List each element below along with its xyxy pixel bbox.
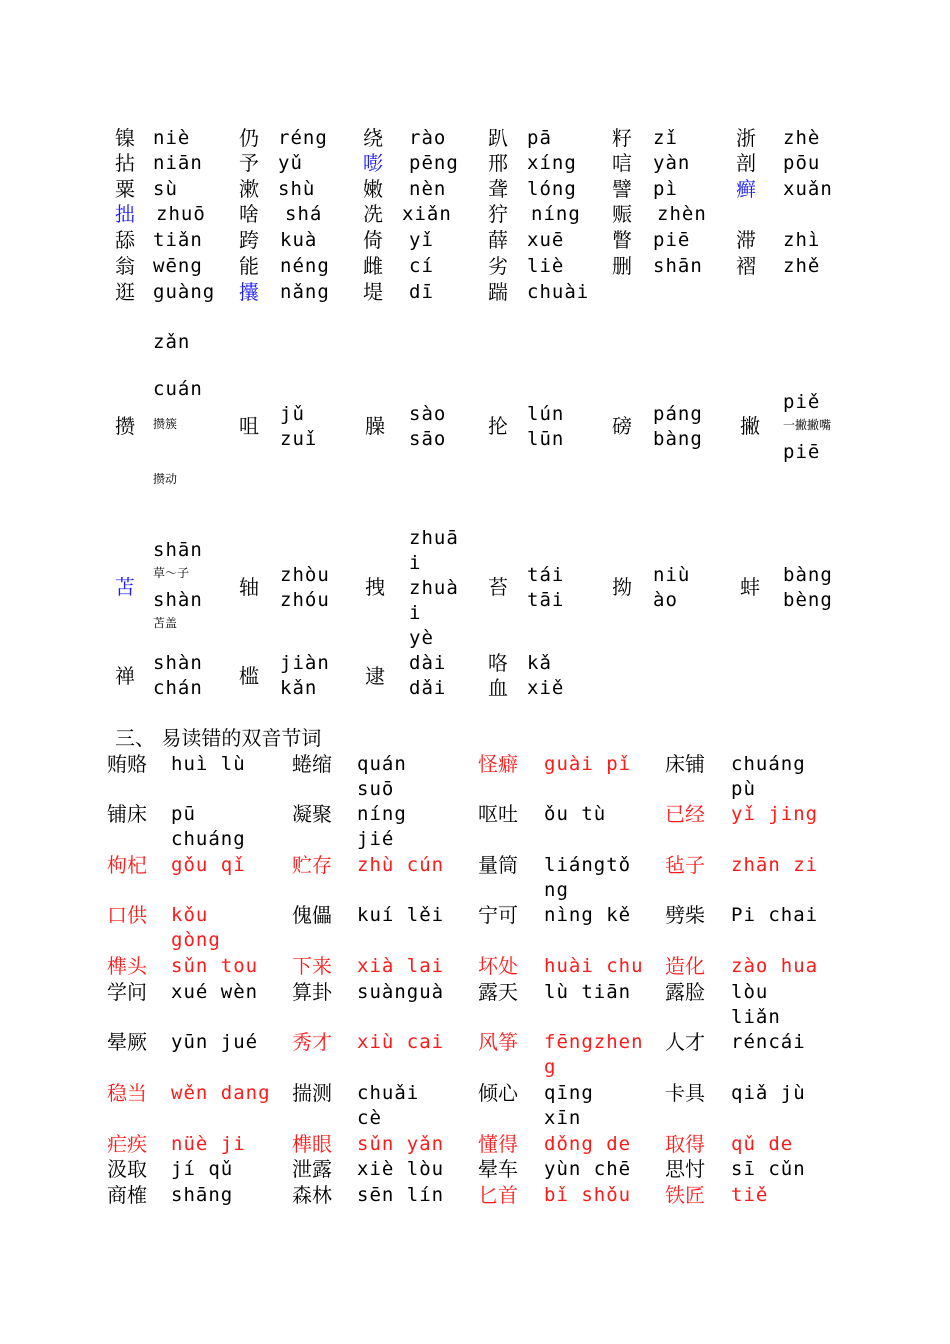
pinyin: zhuō: [156, 203, 206, 225]
word: 枸杞: [107, 853, 147, 877]
pinyin: tái: [527, 564, 565, 586]
pinyin: kǎn: [280, 677, 318, 699]
char: 譬: [612, 177, 632, 201]
word-pinyin: qǔ de: [731, 1133, 794, 1155]
word: 疟疾: [107, 1132, 147, 1156]
word: 思忖: [665, 1157, 705, 1181]
pinyin: shàn: [153, 652, 203, 674]
char: 狞: [488, 202, 508, 226]
pinyin: sào: [409, 403, 447, 425]
word: 露脸: [665, 980, 705, 1004]
char: 咀: [239, 414, 259, 438]
char: 雌: [363, 254, 383, 278]
word-pinyin: guài pǐ: [544, 753, 632, 775]
word: 造化: [665, 954, 705, 978]
word: 毡子: [665, 853, 705, 877]
pinyin: zhì: [783, 229, 821, 251]
char: 槛: [239, 664, 259, 688]
word: 凝聚: [292, 802, 332, 826]
pinyin: shá: [285, 203, 323, 225]
char: 予: [239, 151, 259, 175]
word: 下来: [292, 954, 332, 978]
char: 舔: [115, 228, 135, 252]
pinyin: xuē: [527, 229, 565, 251]
word-pinyin: kǒu gòng: [171, 904, 221, 951]
word-pinyin: quán suō: [357, 753, 407, 800]
pinyin: piē: [783, 441, 821, 463]
word-pinyin: qiǎ jù: [731, 1082, 806, 1104]
pinyin: bàng: [653, 428, 703, 450]
word-pinyin: zhān zi: [731, 854, 819, 876]
word: 风筝: [478, 1030, 518, 1054]
char: 嫩: [363, 177, 383, 201]
word: 算卦: [292, 980, 332, 1004]
pinyin: pā: [527, 127, 552, 149]
word-pinyin: nìng kě: [544, 904, 632, 926]
usage-note: 一撇撇嘴: [783, 418, 832, 432]
pinyin: shān: [653, 255, 703, 277]
pinyin: xiǎn: [402, 203, 452, 225]
word: 贮存: [292, 853, 332, 877]
word: 蜷缩: [292, 752, 332, 776]
word-pinyin: zào hua: [731, 955, 819, 977]
word-pinyin: suànguà: [357, 981, 445, 1003]
char: 嘭: [363, 151, 383, 175]
word: 已经: [665, 802, 705, 826]
word-pinyin: chuáng pù: [731, 753, 806, 800]
pinyin: piě: [783, 391, 821, 413]
word: 坏处: [478, 954, 518, 978]
word: 呕吐: [478, 802, 518, 826]
pinyin: niān: [153, 152, 203, 174]
pinyin: zhě: [783, 255, 821, 277]
usage-note: 苫盖: [153, 616, 178, 630]
word: 稳当: [107, 1081, 147, 1105]
char: 镍: [115, 126, 135, 150]
char: 癣: [736, 177, 756, 201]
char: 能: [239, 254, 259, 278]
char: 逛: [115, 280, 135, 304]
word: 傀儡: [292, 903, 332, 927]
char: 拈: [115, 151, 135, 175]
pinyin: chuài: [527, 281, 590, 303]
char: 啥: [239, 202, 259, 226]
word-pinyin: zhù cún: [357, 854, 445, 876]
char: 滞: [736, 228, 756, 252]
char: 浙: [736, 126, 756, 150]
word: 怪癖: [478, 752, 518, 776]
char: 攮: [239, 280, 259, 304]
pinyin: kǎ: [527, 652, 552, 674]
word-pinyin: sǔn tou: [171, 955, 259, 977]
word-pinyin: liángtǒ ng: [544, 854, 632, 901]
word-pinyin: xiù cai: [357, 1031, 445, 1053]
pinyin: dī: [409, 281, 434, 303]
pinyin: páng: [653, 403, 703, 425]
pinyin: i: [409, 552, 422, 574]
pinyin: néng: [280, 255, 330, 277]
pinyin: xiě: [527, 677, 565, 699]
word: 匕首: [478, 1183, 518, 1207]
usage-note: 草～子: [153, 566, 190, 580]
pinyin: bèng: [783, 589, 833, 611]
pinyin: niù: [653, 564, 691, 586]
word-pinyin: chuǎi cè: [357, 1082, 420, 1129]
pinyin: sāo: [409, 428, 447, 450]
pinyin: lóng: [527, 178, 577, 200]
pinyin: kuà: [280, 229, 318, 251]
pinyin: chán: [153, 677, 203, 699]
word: 口供: [107, 903, 147, 927]
word-pinyin: tiě: [731, 1184, 769, 1206]
word-pinyin: sǔn yǎn: [357, 1133, 445, 1155]
char: 剖: [736, 151, 756, 175]
pinyin: níng: [531, 203, 581, 225]
word-pinyin: kuí lěi: [357, 904, 445, 926]
usage-note: 攒动: [153, 472, 178, 486]
char: 臊: [365, 414, 385, 438]
pinyin: cuán: [153, 378, 203, 400]
word-pinyin: dǒng de: [544, 1133, 632, 1155]
char: 删: [612, 254, 632, 278]
word: 床铺: [665, 752, 705, 776]
word-pinyin: sēn lín: [357, 1184, 445, 1206]
pinyin: zhè: [783, 127, 821, 149]
pinyin: i: [409, 602, 422, 624]
char: 蚌: [740, 575, 760, 599]
word-pinyin: shāng: [171, 1184, 234, 1206]
pinyin: nèn: [409, 178, 447, 200]
word-pinyin: ǒu tù: [544, 803, 607, 825]
pinyin: xíng: [527, 152, 577, 174]
word-pinyin: lòu liǎn: [731, 981, 781, 1028]
char: 拗: [612, 575, 632, 599]
word-pinyin: qīng xīn: [544, 1082, 594, 1129]
char: 仍: [239, 126, 259, 150]
word-pinyin: lù tiān: [544, 981, 632, 1003]
word: 倾心: [478, 1081, 518, 1105]
pinyin: pōu: [783, 152, 821, 174]
pinyin: sù: [153, 178, 178, 200]
word-pinyin: Pi chai: [731, 904, 819, 926]
pinyin: tāi: [527, 589, 565, 611]
word: 铺床: [107, 802, 147, 826]
char: 邢: [488, 151, 508, 175]
pinyin: zhèn: [657, 203, 707, 225]
pinyin: niè: [153, 127, 191, 149]
pinyin: cí: [409, 255, 434, 277]
word-pinyin: yùn chē: [544, 1158, 632, 1180]
usage-note: 攒簇: [153, 417, 178, 431]
char: 薛: [488, 228, 508, 252]
word-pinyin: bǐ shǒu: [544, 1184, 632, 1206]
pinyin: shān: [153, 539, 203, 561]
word-pinyin: fēngzhen g: [544, 1031, 644, 1078]
pinyin: zhòu: [280, 564, 330, 586]
word: 秀才: [292, 1030, 332, 1054]
pinyin: tiǎn: [153, 229, 203, 251]
pinyin: nǎng: [280, 281, 330, 303]
char: 禅: [115, 664, 135, 688]
pinyin: wēng: [153, 255, 203, 277]
pinyin: shù: [278, 178, 316, 200]
word: 榫头: [107, 954, 147, 978]
char: 唁: [612, 151, 632, 175]
char: 血: [488, 676, 508, 700]
char: 劣: [488, 254, 508, 278]
word-pinyin: wěn dang: [171, 1082, 271, 1104]
char: 堤: [363, 280, 383, 304]
char: 瞥: [612, 228, 632, 252]
pinyin: yǔ: [278, 152, 303, 174]
word: 懂得: [478, 1132, 518, 1156]
word: 汲取: [107, 1157, 147, 1181]
word: 露天: [478, 980, 518, 1004]
word: 贿赂: [107, 752, 147, 776]
word: 学问: [107, 980, 147, 1004]
char: 冼: [363, 202, 383, 226]
char: 磅: [612, 414, 632, 438]
word-pinyin: gǒu qǐ: [171, 854, 246, 876]
section-title: 三、 易读错的双音节词: [115, 726, 322, 750]
char: 抡: [488, 414, 508, 438]
word-pinyin: xué wèn: [171, 981, 259, 1003]
word: 取得: [665, 1132, 705, 1156]
char: 倚: [363, 228, 383, 252]
char: 踹: [488, 280, 508, 304]
word-pinyin: pū chuáng: [171, 803, 246, 850]
char: 苫: [115, 575, 135, 599]
char: 轴: [239, 575, 259, 599]
word: 商榷: [107, 1183, 147, 1207]
pinyin: dǎi: [409, 677, 447, 699]
char: 褶: [736, 254, 756, 278]
char: 跨: [239, 228, 259, 252]
word-pinyin: sī cǔn: [731, 1158, 806, 1180]
pinyin: réng: [278, 127, 328, 149]
word: 卡具: [665, 1081, 705, 1105]
pinyin: yè: [409, 627, 434, 649]
word: 揣测: [292, 1081, 332, 1105]
word: 榫眼: [292, 1132, 332, 1156]
pinyin: zuǐ: [280, 428, 318, 450]
pinyin: guàng: [153, 281, 216, 303]
word-pinyin: xiè lòu: [357, 1158, 445, 1180]
char: 翁: [115, 254, 135, 278]
char: 趴: [488, 126, 508, 150]
char: 咯: [488, 651, 508, 675]
pinyin: rào: [409, 127, 447, 149]
pinyin: dài: [409, 652, 447, 674]
char: 赈: [612, 202, 632, 226]
word-pinyin: níng jié: [357, 803, 407, 850]
pinyin: bàng: [783, 564, 833, 586]
word-pinyin: yǐ jing: [731, 803, 819, 825]
char: 拽: [365, 575, 385, 599]
pinyin: pēng: [409, 152, 459, 174]
word-pinyin: nüè ji: [171, 1133, 246, 1155]
pinyin: yǐ: [409, 229, 434, 251]
word: 人才: [665, 1030, 705, 1054]
pinyin: xuǎn: [783, 178, 833, 200]
word: 森林: [292, 1183, 332, 1207]
char: 撇: [740, 414, 760, 438]
char: 漱: [239, 177, 259, 201]
char: 粟: [115, 177, 135, 201]
pinyin: pì: [653, 178, 678, 200]
word-pinyin: xià lai: [357, 955, 445, 977]
pinyin: jǔ: [280, 403, 305, 425]
word-pinyin: jí qǔ: [171, 1158, 234, 1180]
word: 宁可: [478, 903, 518, 927]
char: 绕: [363, 126, 383, 150]
pinyin: piē: [653, 229, 691, 251]
char: 籽: [612, 126, 632, 150]
word-pinyin: huì lù: [171, 753, 246, 775]
word-pinyin: réncái: [731, 1031, 806, 1053]
pinyin: zhóu: [280, 589, 330, 611]
word: 劈柴: [665, 903, 705, 927]
char: 苔: [488, 575, 508, 599]
pinyin: lún: [527, 403, 565, 425]
char: 拙: [115, 202, 135, 226]
pinyin: liè: [527, 255, 565, 277]
char: 聋: [488, 177, 508, 201]
word: 泄露: [292, 1157, 332, 1181]
pinyin: zhuā: [409, 527, 459, 549]
pinyin: zǐ: [653, 127, 678, 149]
word: 晕车: [478, 1157, 518, 1181]
pinyin: yàn: [653, 152, 691, 174]
word: 晕厥: [107, 1030, 147, 1054]
pinyin: zǎn: [153, 331, 191, 353]
word: 铁匠: [665, 1183, 705, 1207]
pinyin: zhuà: [409, 577, 459, 599]
char: 逮: [365, 664, 385, 688]
pinyin: jiàn: [280, 652, 330, 674]
word: 量筒: [478, 853, 518, 877]
char: 攒: [115, 414, 135, 438]
pinyin: lūn: [527, 428, 565, 450]
pinyin: ào: [653, 589, 678, 611]
pinyin: shàn: [153, 589, 203, 611]
word-pinyin: yūn jué: [171, 1031, 259, 1053]
word-pinyin: huài chu: [544, 955, 644, 977]
